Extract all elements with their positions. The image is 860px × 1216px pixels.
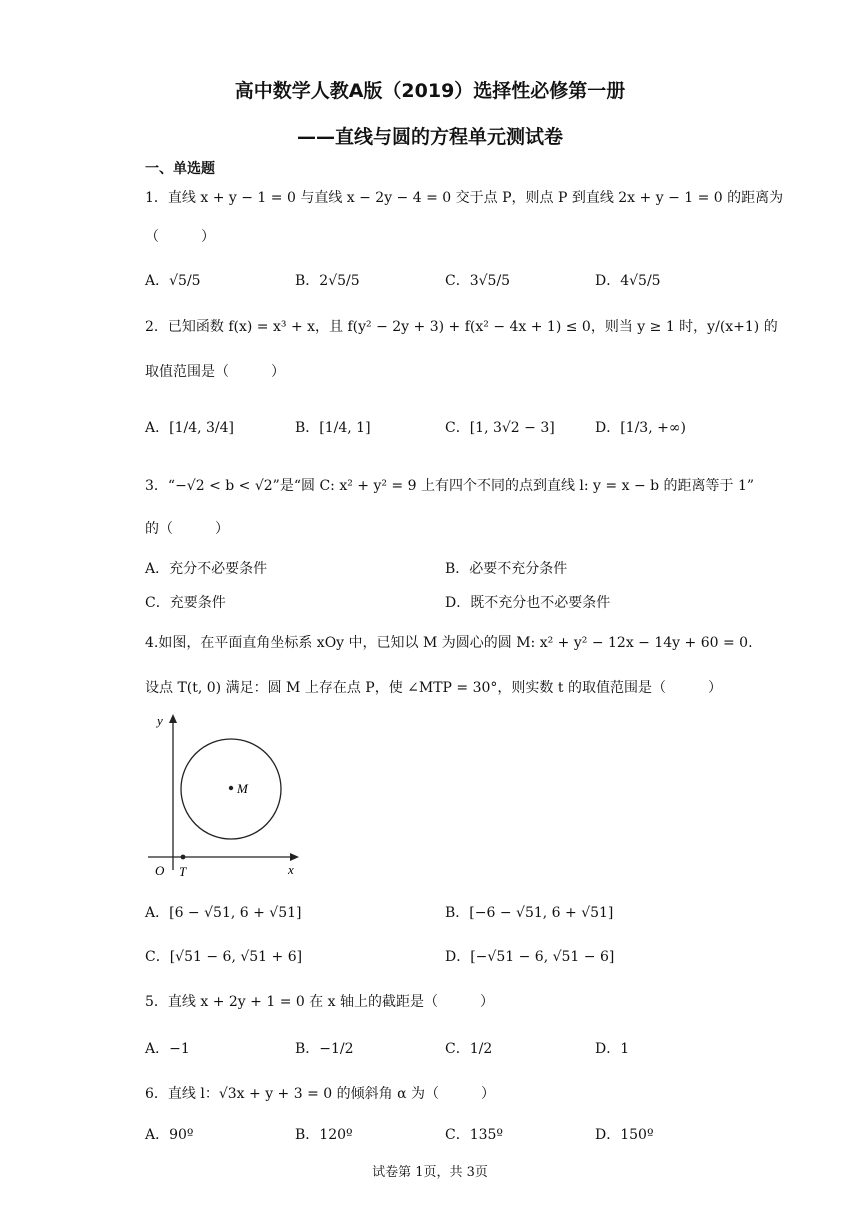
question-3-option-d: D．既不充分也不必要条件	[445, 595, 611, 611]
question-2-option-b: B．[1/4, 1]	[295, 420, 371, 436]
question-1-paren: （ ）	[145, 229, 215, 245]
origin-label: O	[155, 863, 165, 878]
question-1-text: 1．直线 x + y − 1 = 0 与直线 x − 2y − 4 = 0 交于点 P，则点 P 到直线 2x + y − 1 = 0 的距离为	[145, 190, 784, 206]
question-6-option-c: C．135º	[445, 1127, 504, 1143]
question-2-option-c: C．[1, 3√2 − 3]	[445, 420, 555, 436]
point-m-label: M	[237, 781, 248, 796]
question-5-option-c: C．1/2	[445, 1041, 493, 1057]
question-6-option-a: A．90º	[145, 1127, 194, 1143]
question-1-option-b: B．2√5/5	[295, 273, 360, 289]
question-1-option-c: C．3√5/5	[445, 273, 511, 289]
y-axis-arrow	[169, 714, 177, 723]
point-t-label: T	[179, 864, 187, 879]
question-2-line2: 取值范围是（ ）	[145, 364, 285, 380]
page-title-line1: 高中数学人教A版（2019）选择性必修第一册	[234, 80, 626, 102]
page-footer: 试卷第 1页，共 3页	[372, 1165, 488, 1180]
question-4-figure	[140, 706, 310, 881]
question-3-text: 3．“−√2 < b < √2”是“圆 C: x² + y² = 9 上有四个不同的点到直线 l: y = x − b 的距离等于 1”	[145, 478, 755, 494]
question-4-text: 4.如图，在平面直角坐标系 xOy 中，已知以 M 为圆心的圆 M: x² + y² − 12x − 14y + 60 = 0.	[145, 635, 753, 651]
question-3-option-a: A．充分不必要条件	[145, 561, 268, 577]
point-t-dot	[181, 855, 186, 860]
question-3-line2: 的（ ）	[145, 521, 229, 537]
question-5-option-a: A．−1	[145, 1041, 190, 1057]
question-5-option-d: D．1	[595, 1041, 630, 1057]
question-5-option-b: B．−1/2	[295, 1041, 354, 1057]
question-4-line2: 设点 T(t, 0) 满足：圆 M 上存在点 P，使 ∠MTP = 30°，则实数 t 的取值范围是（ ）	[145, 680, 722, 696]
center-m-dot	[229, 786, 233, 790]
question-1-option-a: A．√5/5	[145, 273, 201, 289]
question-6-option-d: D．150º	[595, 1127, 654, 1143]
page-title-line2: ——直线与圆的方程单元测试卷	[296, 126, 563, 148]
question-2-option-a: A．[1/4, 3/4]	[145, 420, 234, 436]
question-4-option-a: A．[6 − √51, 6 + √51]	[145, 905, 302, 921]
question-3-option-b: B．必要不充分条件	[445, 561, 568, 577]
x-axis-label: x	[288, 862, 294, 877]
question-4-option-d: D．[−√51 − 6, √51 − 6]	[445, 949, 615, 965]
question-6-option-b: B．120º	[295, 1127, 353, 1143]
question-4-option-c: C．[√51 − 6, √51 + 6]	[145, 949, 303, 965]
section-label: 一、单选题	[145, 161, 215, 177]
question-2-option-d: D．[1/3, +∞)	[595, 420, 686, 436]
y-axis-label: y	[157, 713, 163, 728]
question-2-text: 2．已知函数 f(x) = x³ + x，且 f(y² − 2y + 3) + f(x² − 4x + 1) ≤ 0，则当 y ≥ 1 时，y/(x+1) 的	[145, 319, 778, 335]
x-axis-arrow	[290, 853, 299, 861]
question-6-text: 6．直线 l：√3x + y + 3 = 0 的倾斜角 α 为（ ）	[145, 1086, 495, 1102]
question-4-option-b: B．[−6 − √51, 6 + √51]	[445, 905, 614, 921]
question-1-option-d: D．4√5/5	[595, 273, 661, 289]
question-5-text: 5．直线 x + 2y + 1 = 0 在 x 轴上的截距是（ ）	[145, 994, 495, 1010]
question-3-option-c: C．充要条件	[145, 595, 226, 611]
